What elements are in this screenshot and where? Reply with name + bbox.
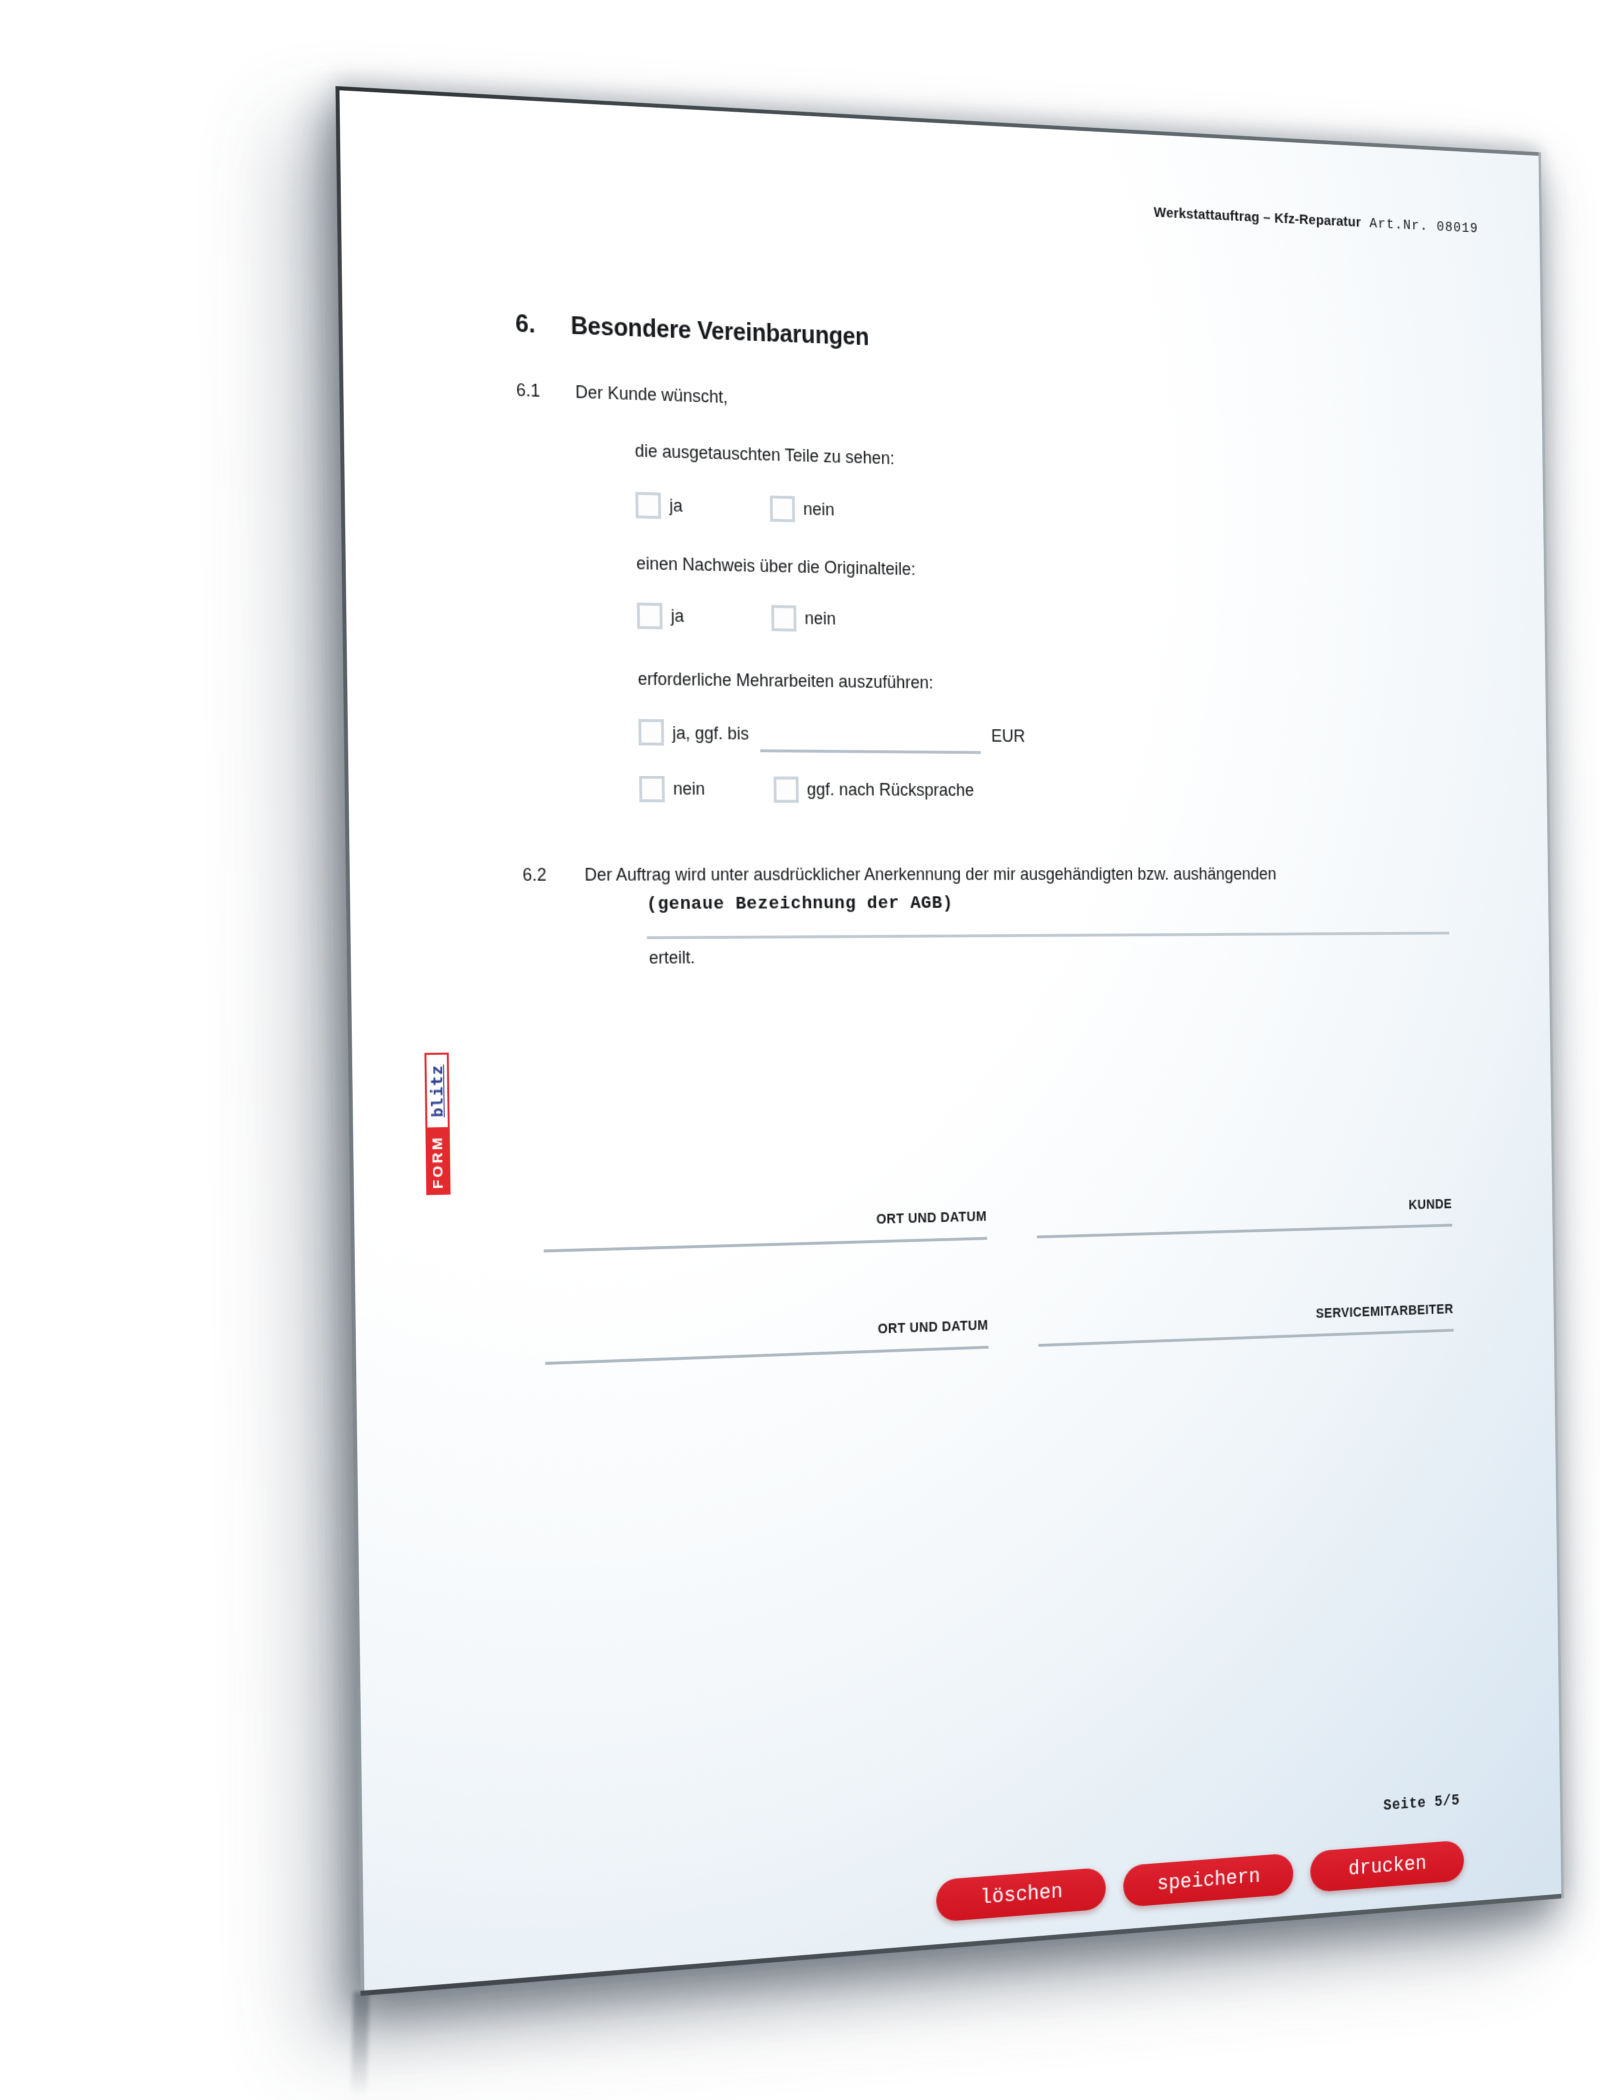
question-2-label: einen Nachweis über die Originalteile: — [636, 553, 916, 579]
formblitz-logo — [424, 1053, 450, 1196]
paper-edge-right — [1538, 152, 1563, 1898]
logo-form-text: FORM — [425, 1129, 450, 1195]
signature2-service-line — [1038, 1329, 1453, 1347]
clause-62-number: 6.2 — [522, 864, 547, 885]
print-button[interactable]: drucken — [1310, 1840, 1464, 1893]
doc-article-number: Art.Nr. 08019 — [1369, 216, 1479, 237]
question-3-label: erforderliche Mehrarbeiten auszuführen: — [637, 669, 934, 693]
question-2-no-label: nein — [804, 608, 836, 629]
clause-62-closing: erteilt. — [648, 947, 696, 968]
question-3-yes-label: ja, ggf. bis — [672, 723, 750, 744]
agb-input-line[interactable] — [646, 900, 1449, 939]
question-1-yes-label: ja — [669, 495, 683, 516]
page-number: Seite 5/5 — [1383, 1792, 1460, 1815]
currency-label: EUR — [991, 726, 1026, 746]
checkbox-q3-ruecksprache[interactable] — [774, 777, 799, 803]
question-3-alt-label: ggf. nach Rücksprache — [806, 779, 975, 800]
signature1-place-date-label: ORT UND DATUM — [876, 1208, 987, 1227]
amount-input-line[interactable] — [760, 720, 981, 754]
signature2-place-date-line — [545, 1346, 988, 1365]
checkbox-q1-nein[interactable] — [770, 495, 795, 522]
checkbox-q3-ja[interactable] — [638, 719, 664, 746]
save-button[interactable]: speichern — [1123, 1853, 1293, 1908]
signature1-place-date-line — [544, 1237, 987, 1253]
checkbox-q2-ja[interactable] — [637, 603, 663, 630]
checkbox-q2-nein[interactable] — [771, 605, 796, 632]
doc-title: Werkstattauftrag – Kfz-Reparatur — [1153, 204, 1362, 231]
question-1-label: die ausgetauschten Teile zu sehen: — [634, 440, 895, 469]
agb-hint-label: (genaue Bezeichnung der AGB) — [646, 892, 954, 915]
formblitz-logo-inner — [424, 1053, 450, 1196]
form-page — [335, 86, 1563, 1996]
checkbox-q1-ja[interactable] — [635, 492, 661, 519]
delete-button[interactable]: löschen — [936, 1867, 1106, 1922]
question-3-no-label: nein — [672, 778, 706, 799]
clause-62-text: Der Auftrag wird unter ausdrücklicher Anerkennung der mir ausgehändigten bzw. aushängenden — [584, 864, 1277, 885]
paper-edge-left — [335, 86, 364, 1996]
question-2-yes-label: ja — [670, 606, 685, 626]
logo-blitz-text: blitz — [424, 1053, 449, 1130]
signature2-place-date-label: ORT UND DATUM — [877, 1317, 989, 1337]
clause-61-lead: Der Kunde wünscht, — [575, 382, 728, 407]
checkbox-q3-nein[interactable] — [639, 776, 665, 803]
question-1-no-label: nein — [803, 499, 835, 520]
action-button-row — [834, 1840, 1464, 1930]
section-title: Besondere Vereinbarungen — [570, 312, 870, 351]
doc-header — [1154, 204, 1479, 237]
clause-61-number: 6.1 — [516, 380, 541, 401]
signature1-customer-label: KUNDE — [1408, 1196, 1453, 1213]
signature1-customer-line — [1037, 1224, 1452, 1239]
section-number: 6. — [515, 310, 536, 339]
paper-edge-top — [335, 86, 1540, 156]
corner-shadow-streak — [351, 1992, 370, 2097]
signature2-service-label: SERVICEMITARBEITER — [1315, 1301, 1454, 1321]
